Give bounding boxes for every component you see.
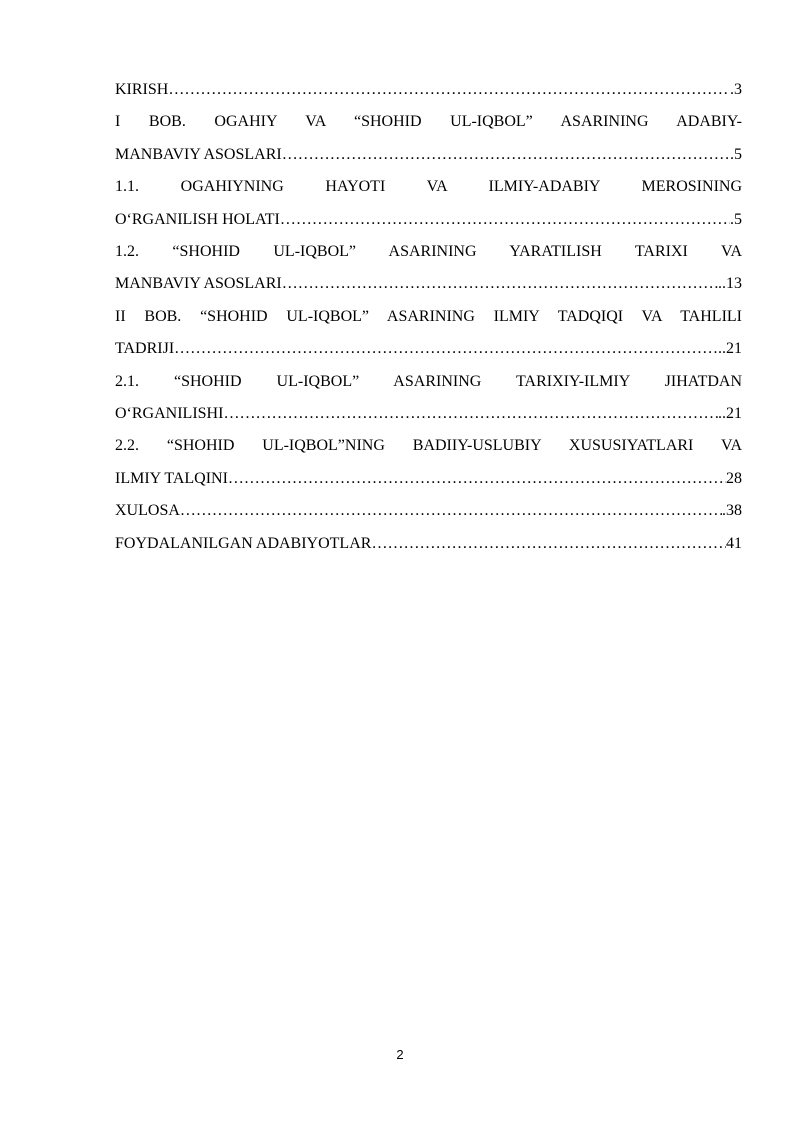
toc-line (115, 333, 742, 365)
toc-entry-page: 28 (726, 469, 742, 487)
toc-entry-title-line: 2.2. “SHOHID UL-IQBOL”NING BADIIY-USLUBIY XUSUSIYATLARI VA (115, 437, 742, 455)
table-of-contents (115, 74, 742, 560)
dot-leader (280, 204, 730, 236)
toc-line (115, 528, 742, 560)
toc-entry-title: O‘RGANILISHI (115, 405, 224, 423)
dot-leader (223, 398, 718, 430)
dot-leader (180, 495, 722, 527)
toc-entry-title: MANBAVIY ASOSLARI (115, 145, 282, 163)
toc-entry-title: XULOSA (115, 502, 180, 520)
dot-leader (282, 139, 730, 171)
toc-entry-bibliography (115, 528, 742, 560)
toc-entry-title-line: 1.1. OGAHIYNING HAYOTI VA ILMIY-ADABIY MEROSINING (115, 178, 742, 196)
toc-entry-page: ..21 (718, 340, 742, 358)
toc-entry-title: FOYDALANILGAN ADABIYOTLAR (115, 534, 372, 552)
toc-entry-title-line: 1.2. “SHOHID UL-IQBOL” ASARINING YARATILISH TARIXI VA (115, 243, 742, 261)
toc-entry-title: O‘RGANILISH HOLATI (115, 210, 280, 228)
toc-entry-page: ..21 (718, 405, 742, 423)
dot-leader (371, 528, 726, 560)
dot-leader (228, 463, 726, 495)
dot-leader (282, 268, 718, 300)
toc-line (115, 74, 742, 106)
toc-entry-title: TADRIJI (115, 340, 175, 358)
toc-entry-title: KIRISH (115, 81, 169, 98)
toc-line (115, 139, 742, 171)
toc-entry-title-line: 2.1. “SHOHID UL-IQBOL” ASARINING TARIXIY-ILMIY JIHATDAN (115, 372, 742, 390)
toc-entry-page: .5 (730, 210, 742, 228)
toc-entry-page: .38 (722, 502, 742, 520)
toc-entry-xulosa (115, 495, 742, 527)
toc-entry-page: .5 (730, 145, 742, 163)
toc-line (115, 495, 742, 527)
toc-entry-title: ILMIY TALQINI (115, 469, 228, 487)
toc-entry-page: .3 (730, 81, 742, 98)
toc-entry-section-2-2 (115, 430, 742, 495)
toc-line (115, 204, 742, 236)
toc-line (115, 398, 742, 430)
toc-entry-title-line: II BOB. “SHOHID UL-IQBOL” ASARINING ILMIY TADQIQI VA TAHLILI (115, 307, 742, 325)
dot-leader (174, 333, 718, 365)
toc-entry-chapter-1 (115, 106, 742, 171)
toc-entry-section-2-1 (115, 366, 742, 431)
toc-entry-chapter-2 (115, 301, 742, 366)
dot-leader (168, 74, 730, 106)
toc-entry-page: 41 (726, 534, 742, 552)
toc-entry-section-1-1 (115, 171, 742, 236)
toc-line (115, 463, 742, 495)
toc-entry-section-1-2 (115, 236, 742, 301)
toc-entry-title-line: I BOB. OGAHIY VA “SHOHID UL-IQBOL” ASARINING ADABIY- (115, 113, 742, 131)
toc-entry-kirish (115, 74, 742, 106)
toc-line (115, 268, 742, 300)
toc-entry-title: MANBAVIY ASOSLARI (115, 275, 282, 293)
page-number: 2 (396, 1047, 404, 1062)
toc-entry-page: ..13 (718, 275, 742, 293)
